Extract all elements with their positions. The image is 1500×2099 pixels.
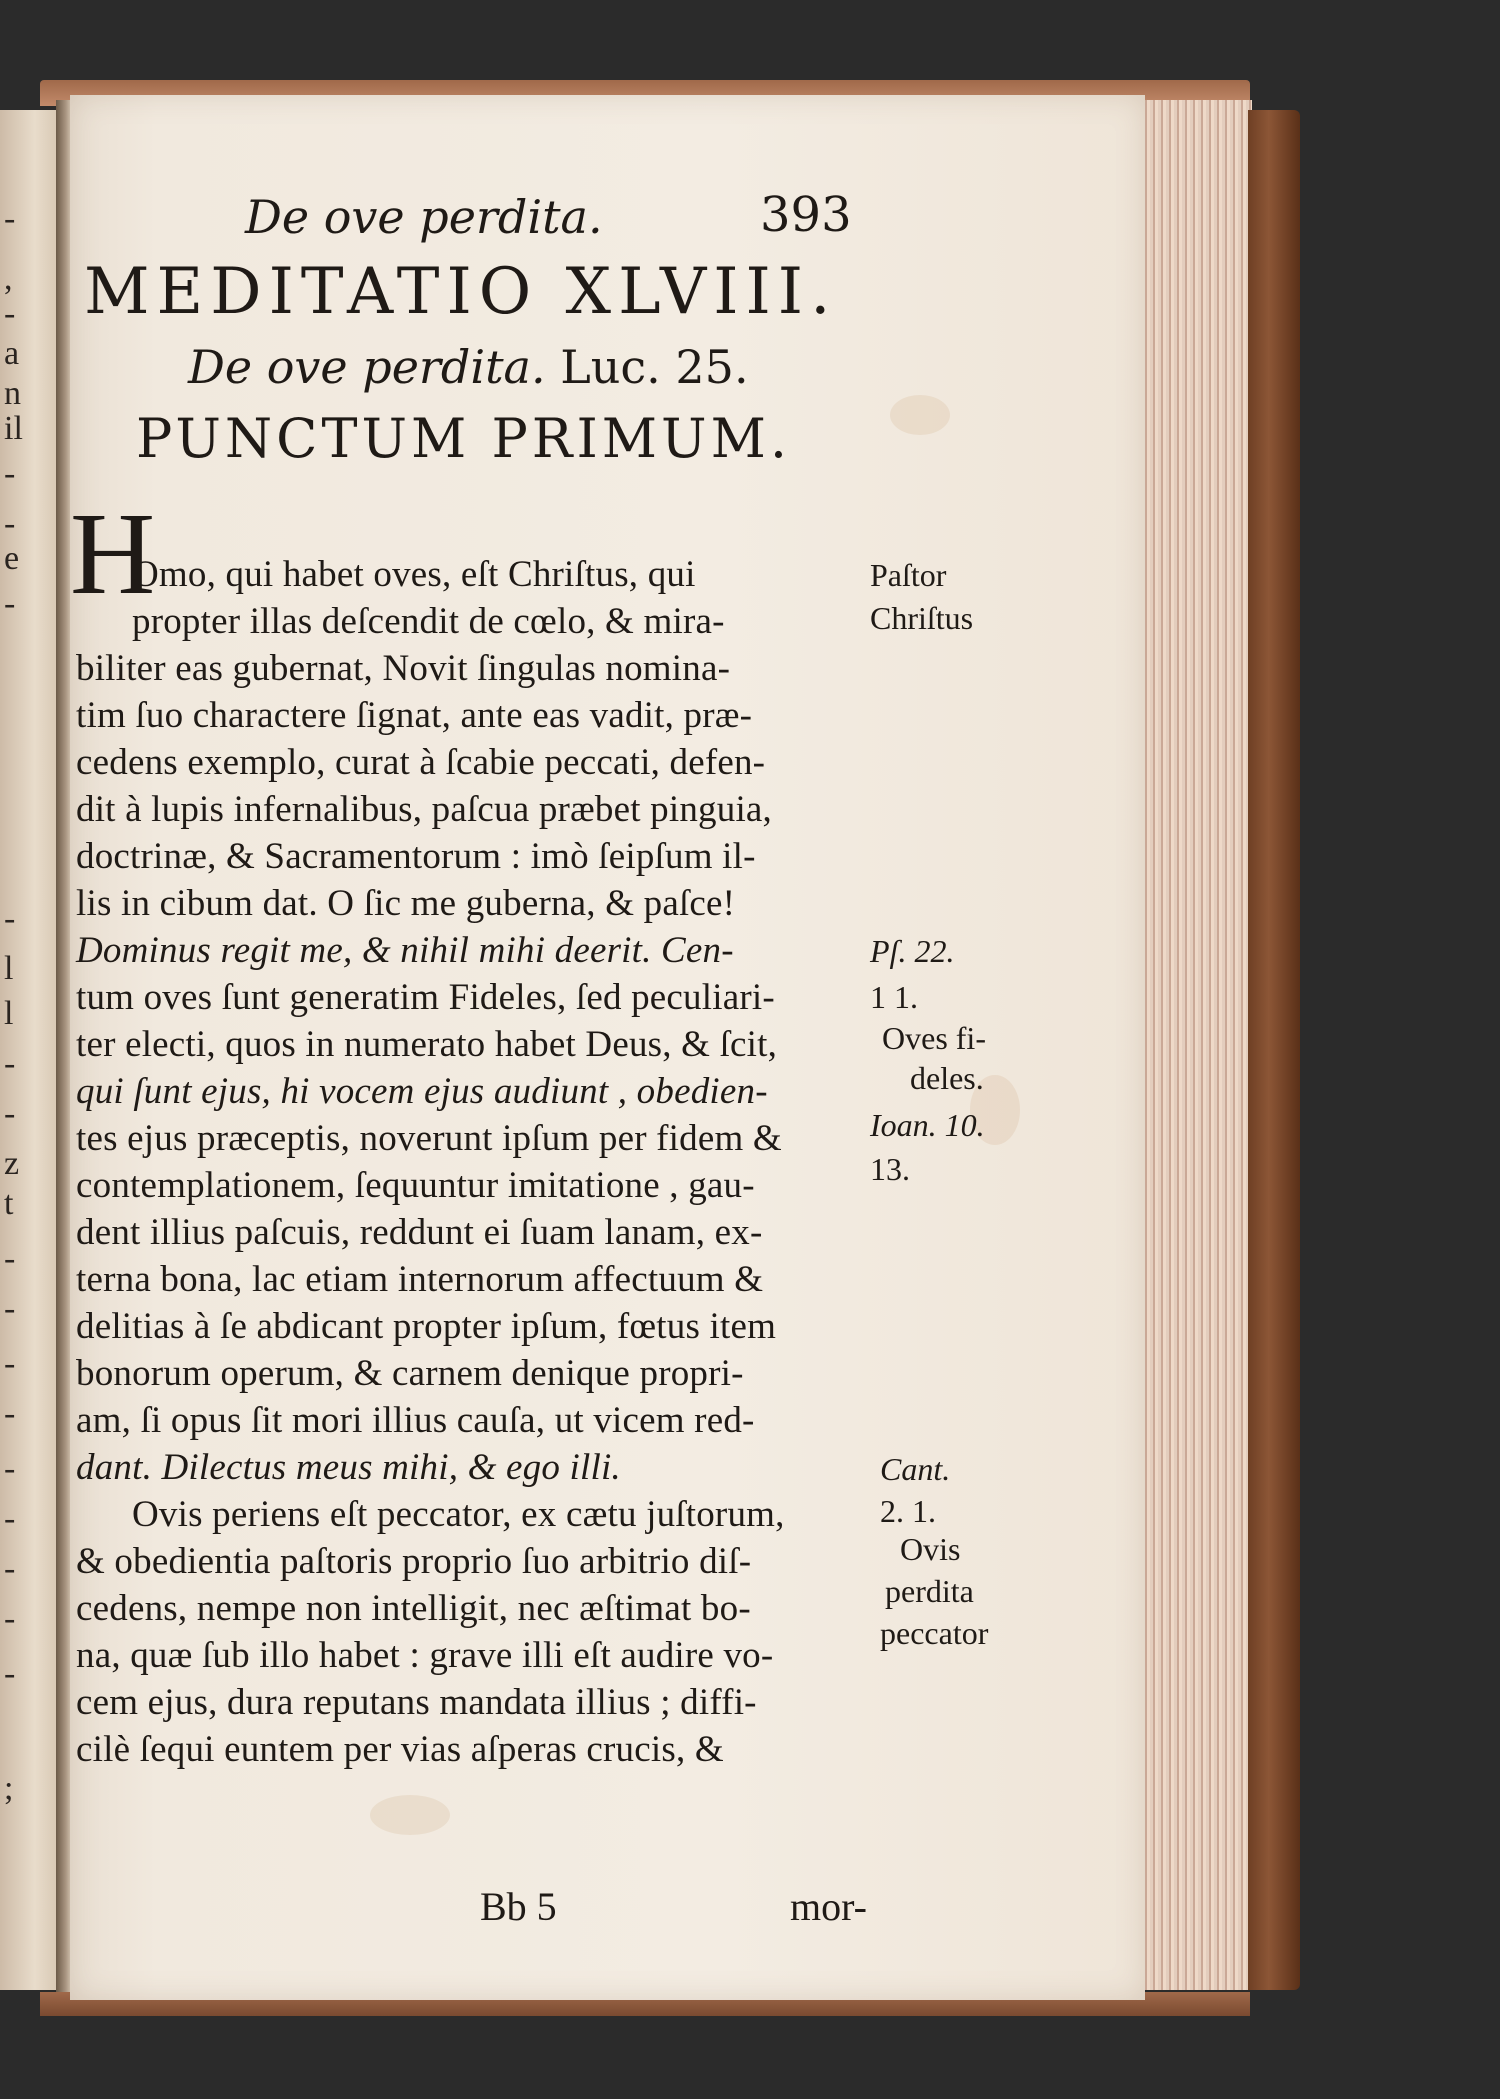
book (0, 80, 1300, 2020)
body-line: terna bona, lac etiam internorum affectuum & (76, 1259, 764, 1300)
margin-note: 13. (870, 1151, 910, 1187)
left-edge-char: - (4, 1500, 16, 1537)
book-cover-right (1248, 110, 1300, 1990)
left-edge-char: z (4, 1145, 20, 1182)
margin-note: deles. (910, 1060, 984, 1096)
body-line: contemplationem, ſequuntur imitatione , gau- (76, 1165, 755, 1206)
subtitle-text: De ove perdita. (188, 340, 546, 394)
body-line: doctrinæ, & Sacramentorum : imò ſeipſum il- (76, 836, 756, 877)
left-edge-char: - (4, 1240, 16, 1277)
body-line: ter electi, quos in numerato habet Deus, & ſcit, (76, 1024, 778, 1065)
body-line: cilè ſequi euntem per vias aſperas crucis, & (76, 1729, 724, 1770)
margin-note: Pſ. 22. (870, 933, 955, 969)
left-edge-char: - (4, 1600, 16, 1637)
body-line: tes ejus præceptis, noverunt ipſum per fidem & (76, 1118, 782, 1159)
left-edge-char: a (4, 335, 20, 372)
body-line: dent illius paſcuis, reddunt ei ſuam lanam, ex- (76, 1212, 763, 1253)
margin-note: Chriſtus (870, 600, 974, 636)
meditation-subtitle (188, 340, 749, 394)
body-line: qui ſunt ejus, hi vocem ejus audiunt , obedien- (76, 1071, 768, 1112)
left-edge-char: l (4, 995, 14, 1032)
margin-note: Paſtor (870, 557, 947, 593)
left-edge-char: l (4, 950, 14, 987)
left-edge-char: n (4, 375, 21, 412)
body-line: dit à lupis infernalibus, paſcua præbet pinguia, (76, 789, 772, 830)
left-edge-char: - (4, 1095, 16, 1132)
body-line: cedens exemplo, curat à ſcabie peccati, defen- (76, 742, 766, 783)
margin-note: Ioan. 10. (870, 1107, 985, 1143)
page-text (70, 95, 1145, 2000)
point-heading: PUNCTUM PRIMUM. (136, 407, 792, 470)
left-edge-char: - (4, 585, 16, 622)
page-number: 393 (760, 187, 852, 243)
running-head: De ove perdita. (245, 190, 603, 244)
left-edge-char: il (4, 410, 23, 447)
margin-note: Oves fi- (882, 1020, 986, 1056)
page-stack-edge (1140, 100, 1252, 1990)
left-edge-char: - (4, 295, 16, 332)
body-line: bonorum operum, & carnem denique propri- (76, 1353, 744, 1394)
left-edge-char: - (4, 1290, 16, 1327)
left-edge-char: - (4, 1045, 16, 1082)
meditation-title: MEDITATIO XLVIII. (84, 255, 838, 329)
body-line: cem ejus, dura reputans mandata illius ; diffi- (76, 1682, 757, 1723)
body-line: delitias à ſe abdicant propter ipſum, fœtus item (76, 1306, 777, 1347)
body-line: Dominus regit me, & nihil mihi deerit. Cen- (76, 930, 734, 971)
margin-note: peccator (880, 1615, 989, 1651)
left-edge-char: - (4, 200, 16, 237)
margin-note: 2. 1. (880, 1493, 936, 1529)
left-edge-char: - (4, 1655, 16, 1692)
body-line: propter illas deſcendit de cœlo, & mira- (132, 601, 725, 642)
left-edge-char: - (4, 1345, 16, 1382)
body-line: am, ſi opus ſit mori illius cauſa, ut vicem red- (76, 1400, 755, 1441)
right-page (70, 95, 1145, 2000)
body-line: na, quæ ſub illo habet : grave illi eſt audire vo- (76, 1635, 774, 1676)
subtitle-reference: Luc. 25. (560, 340, 749, 394)
body-line: biliter eas gubernat, Novit ſingulas nomina- (76, 648, 731, 689)
left-edge-char: - (4, 1395, 16, 1432)
left-edge-char: ; (4, 1770, 14, 1807)
body-line: Omo, qui habet oves, eſt Chriſtus, qui (132, 554, 696, 595)
left-edge-char: t (4, 1185, 14, 1222)
margin-note: Ovis (900, 1531, 961, 1567)
body-line: dant. Dilectus meus mihi, & ego illi. (76, 1447, 621, 1488)
drop-cap: H (70, 488, 156, 619)
margin-note: Cant. (880, 1451, 951, 1487)
left-edge-char: , (4, 260, 13, 297)
left-edge-char: - (4, 1450, 16, 1487)
catchword: mor- (790, 1884, 867, 1929)
body-line: & obedientia paſtoris proprio ſuo arbitrio diſ- (76, 1541, 752, 1582)
left-edge-char: - (4, 455, 16, 492)
margin-note: 1 1. (870, 979, 918, 1015)
margin-note: perdita (885, 1573, 974, 1609)
body-line: cedens, nempe non intelligit, nec æſtimat bo- (76, 1588, 751, 1629)
left-edge-char: e (4, 540, 20, 577)
body-line: lis in cibum dat. O ſic me guberna, & paſce! (76, 883, 736, 924)
left-edge-char: - (4, 505, 16, 542)
body-line: Ovis periens eſt peccator, ex cætu juſtorum, (132, 1494, 785, 1535)
left-edge-char: - (4, 900, 16, 937)
signature-mark: Bb 5 (480, 1884, 557, 1929)
left-edge-char: - (4, 1550, 16, 1587)
body-line: tim ſuo charactere ſignat, ante eas vadit, præ- (76, 695, 753, 736)
body-line: tum oves ſunt generatim Fideles, ſed peculiari- (76, 977, 775, 1018)
left-page-edge (0, 110, 60, 1990)
